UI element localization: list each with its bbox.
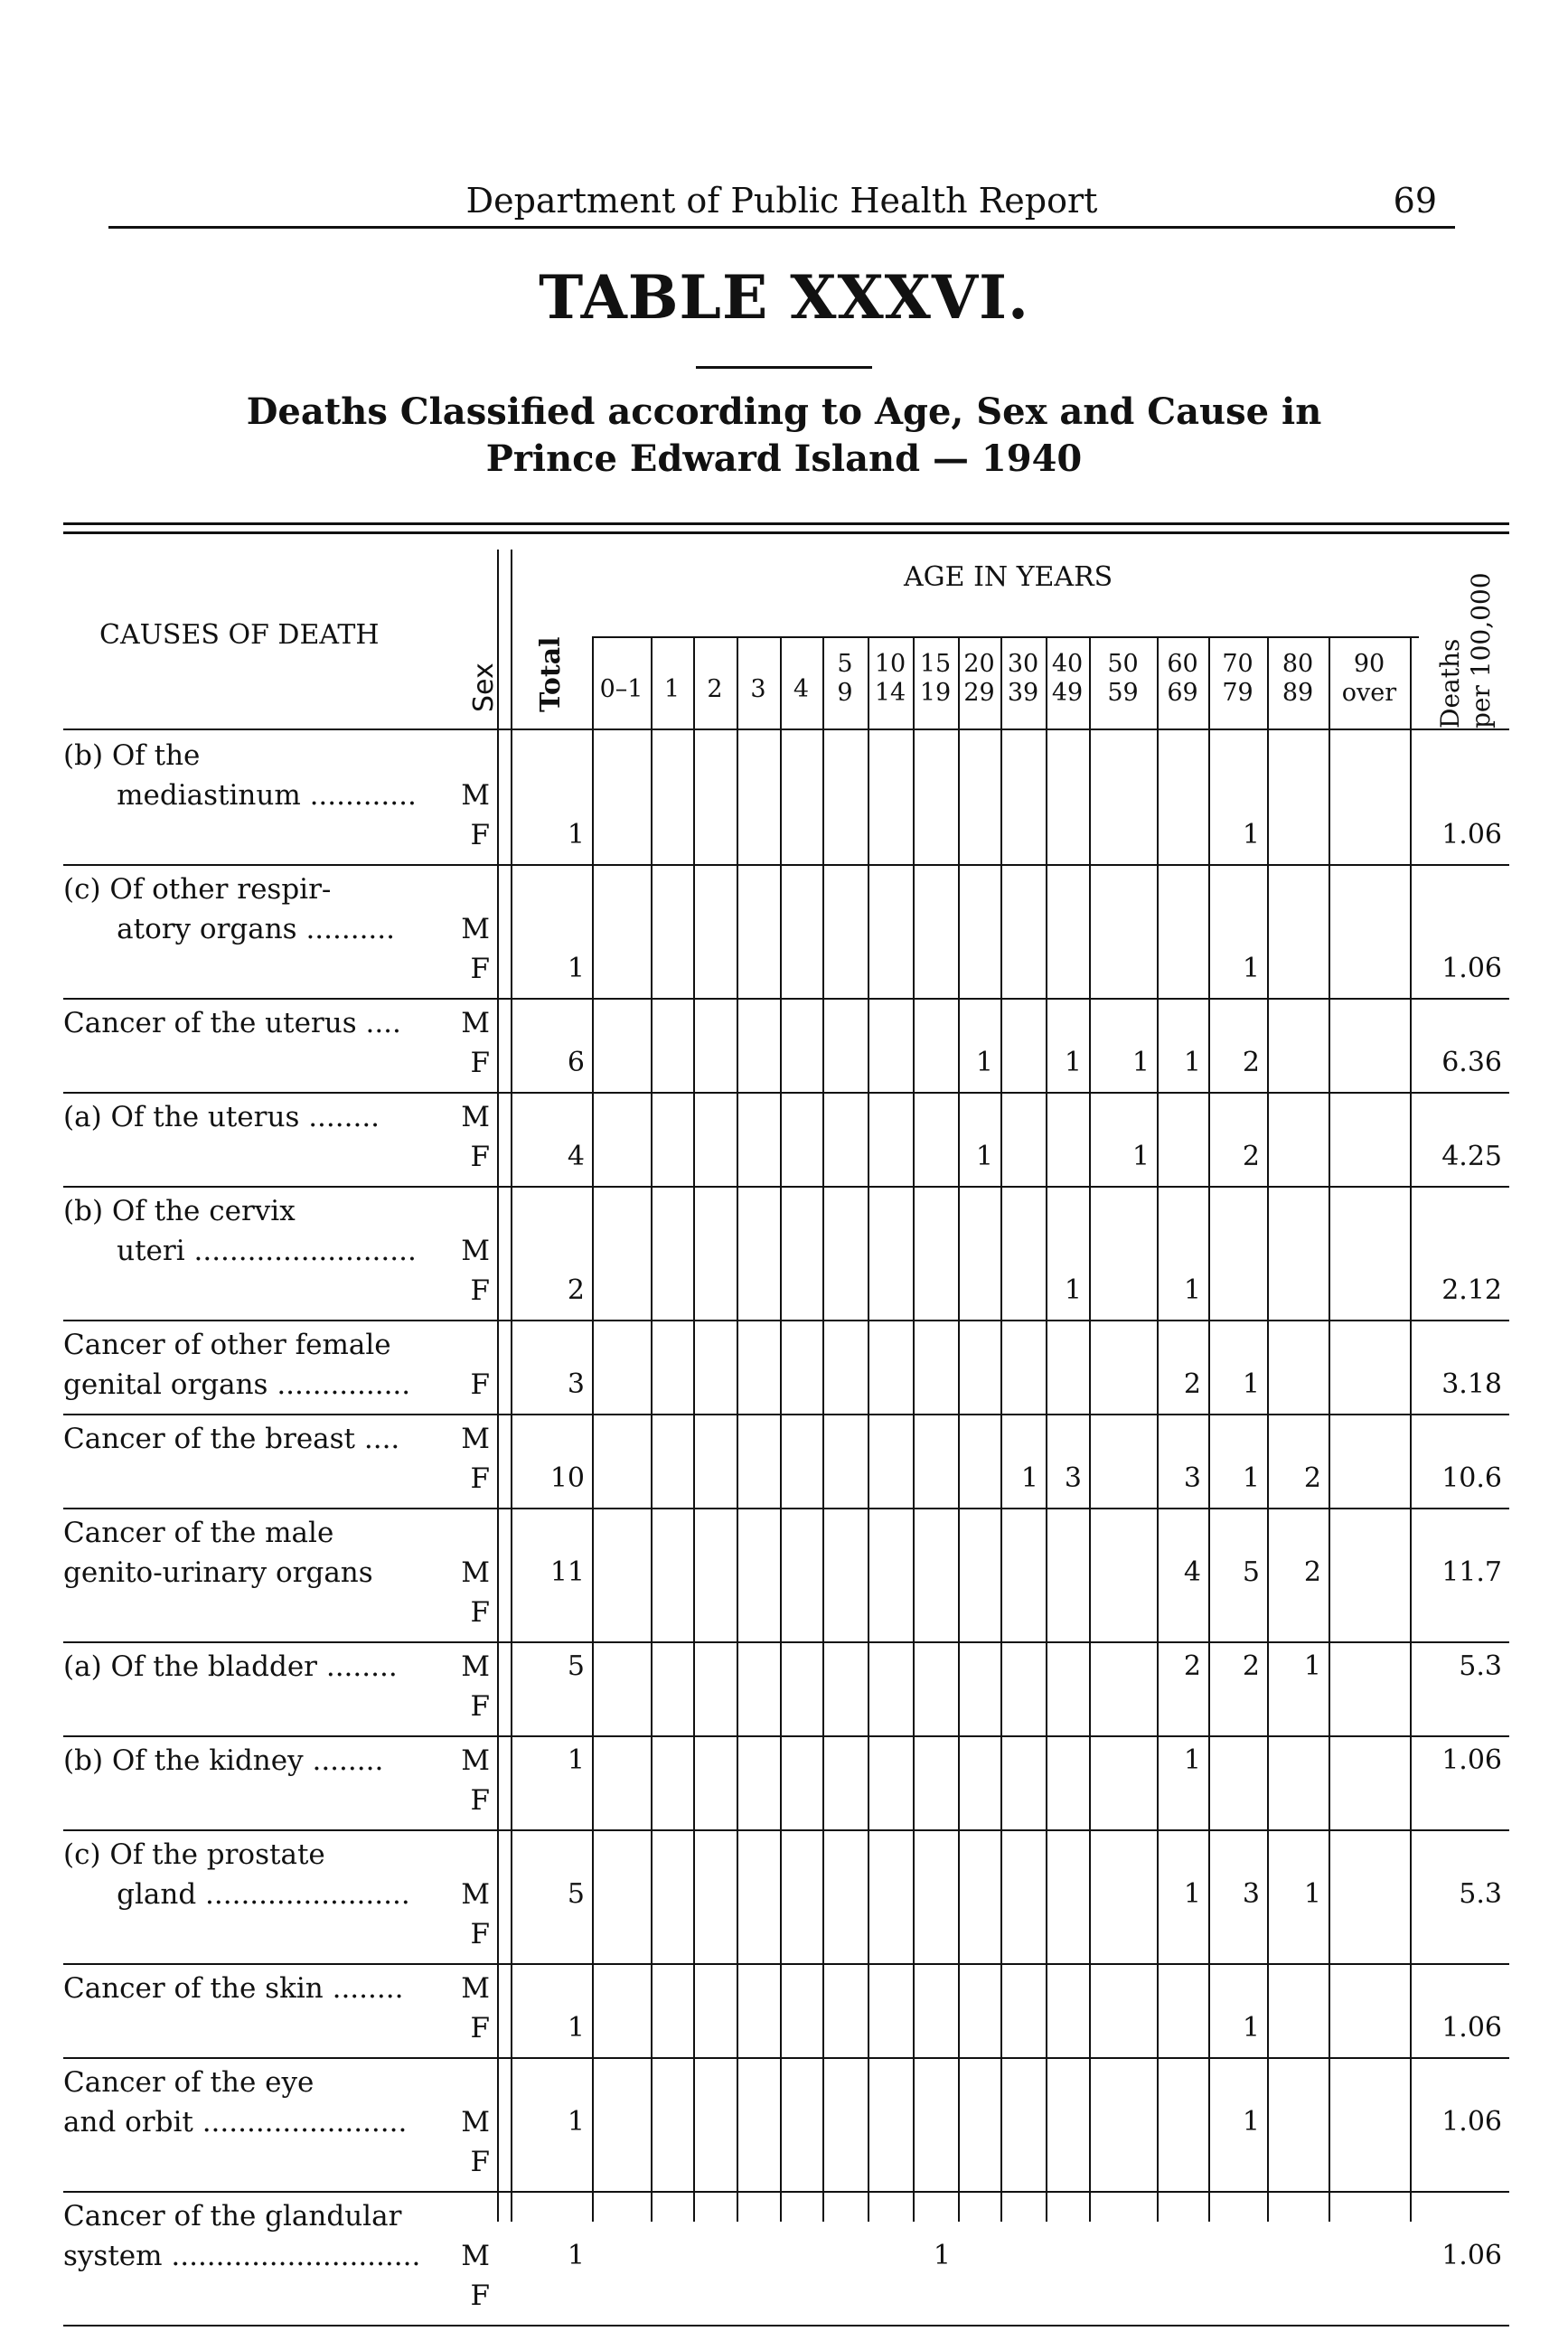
age-column-header: 9: [837, 679, 853, 707]
cause-label: (b) Of the: [63, 739, 201, 772]
age-cell: 1: [1242, 1368, 1260, 1400]
total-cell: 3: [567, 1368, 585, 1400]
cause-label: genital organs ...............: [63, 1368, 411, 1401]
age-column-header: 49: [1051, 679, 1084, 707]
age-column-header: over: [1341, 679, 1397, 707]
sex-cell: F: [470, 1784, 490, 1817]
sex-cell: F: [470, 953, 490, 985]
row-divider: [63, 1963, 1509, 1965]
causes-header: CAUSES OF DEATH: [99, 619, 380, 651]
age-column-header: 15: [919, 650, 952, 678]
rate-header-line-2: per 100,000: [1466, 572, 1496, 728]
age-cell: 1: [1242, 2106, 1260, 2138]
sex-cell: M: [461, 1878, 490, 1911]
age-column-header: 2: [707, 675, 723, 703]
age-cell: 2: [1242, 1141, 1260, 1172]
sex-cell: M: [461, 779, 490, 812]
column-divider: [1329, 638, 1330, 2222]
age-column-header: 50: [1107, 650, 1139, 678]
age-column-header: 59: [1107, 679, 1139, 707]
age-cell: 4: [1183, 1556, 1201, 1588]
cause-label: and orbit .......................: [63, 2106, 408, 2138]
age-cell: 1: [975, 1047, 993, 1078]
column-divider: [651, 638, 653, 2222]
cause-label: (a) Of the bladder ........: [63, 1650, 398, 1683]
page-number: 69: [1393, 181, 1437, 221]
total-cell: 5: [567, 1650, 585, 1682]
age-cell: 2: [1303, 1556, 1321, 1588]
total-cell: 1: [567, 2240, 585, 2271]
sex-cell: F: [470, 1462, 490, 1495]
age-header-rule: [592, 636, 1419, 638]
column-divider: [1208, 638, 1210, 2222]
cause-label: (b) Of the kidney ........: [63, 1744, 384, 1777]
row-divider: [63, 864, 1509, 866]
sex-cell: F: [470, 1690, 490, 1723]
age-cell: 1: [1242, 819, 1260, 851]
row-divider: [63, 2191, 1509, 2193]
cause-label: mediastinum ............: [63, 779, 417, 812]
sex-cell: M: [461, 2240, 490, 2272]
rate-cell: 2.12: [1441, 1274, 1502, 1306]
age-column-header: 80: [1282, 650, 1314, 678]
age-cell: 1: [975, 1141, 993, 1172]
sex-cell: M: [461, 1972, 490, 2005]
age-cell: 2: [1242, 1047, 1260, 1078]
row-divider: [63, 1414, 1509, 1415]
age-column-header: 10: [874, 650, 906, 678]
sex-cell: F: [470, 1918, 490, 1950]
rate-cell: 10.6: [1441, 1462, 1502, 1494]
row-divider: [63, 2057, 1509, 2059]
sex-cell: M: [461, 1007, 490, 1039]
age-header: AGE IN YEARS: [904, 561, 1113, 593]
header-bottom-rule: [63, 728, 1509, 730]
running-header: [108, 177, 1455, 224]
age-cell: 1: [1303, 1878, 1321, 1910]
age-column-header: 20: [963, 650, 995, 678]
cause-label: Cancer of the skin ........: [63, 1972, 404, 2005]
cause-label: Cancer of the breast ....: [63, 1423, 400, 1455]
rate-cell: 1.06: [1441, 953, 1502, 984]
age-cell: 1: [1183, 1047, 1201, 1078]
total-cell: 1: [567, 2106, 585, 2138]
age-cell: 2: [1183, 1650, 1201, 1682]
cause-label: genito-urinary organs: [63, 1556, 373, 1589]
row-divider: [63, 1829, 1509, 1831]
sex-cell: F: [470, 819, 490, 851]
age-column-header: 5: [837, 650, 853, 678]
total-header: Total: [535, 636, 567, 712]
age-column-header: 19: [919, 679, 952, 707]
total-cell: 1: [567, 953, 585, 984]
cause-label: (b) Of the cervix: [63, 1195, 296, 1227]
age-column-header: 79: [1222, 679, 1253, 707]
age-cell: 1: [1183, 1744, 1201, 1776]
age-cell: 1: [1242, 1462, 1260, 1494]
total-cell: 1: [567, 2012, 585, 2044]
sex-cell: M: [461, 913, 490, 945]
column-divider: [1089, 638, 1091, 2222]
rate-cell: 6.36: [1441, 1047, 1502, 1078]
age-column-header: 0–1: [599, 675, 643, 703]
age-cell: 3: [1183, 1462, 1201, 1494]
age-cell: 2: [1303, 1462, 1321, 1494]
row-divider: [63, 1735, 1509, 1737]
age-column-header: 29: [963, 679, 995, 707]
total-cell: 4: [567, 1141, 585, 1172]
total-cell: 6: [567, 1047, 585, 1078]
age-column-header: 1: [663, 675, 681, 703]
age-column-header: 39: [1007, 679, 1039, 707]
cause-label: (a) Of the uterus ........: [63, 1101, 380, 1133]
rate-cell: 4.25: [1441, 1141, 1502, 1172]
age-cell: 1: [1242, 2012, 1260, 2044]
cause-label: Cancer of the eye: [63, 2066, 315, 2099]
column-divider: [1157, 638, 1159, 2222]
age-cell: 1: [1131, 1047, 1150, 1078]
column-divider: [693, 638, 695, 2222]
column-divider: [1267, 638, 1269, 2222]
column-divider: [780, 638, 782, 2222]
rate-header-line-1: Deaths: [1435, 638, 1465, 728]
row-divider: [63, 1641, 1509, 1643]
rate-cell: 11.7: [1441, 1556, 1502, 1588]
age-cell: 1: [1064, 1274, 1082, 1306]
row-divider: [63, 1320, 1509, 1321]
age-cell: 1: [1242, 953, 1260, 984]
age-cell: 1: [1020, 1462, 1038, 1494]
row-divider: [63, 1186, 1509, 1188]
sex-cell: F: [470, 1141, 490, 1173]
column-divider: [868, 638, 869, 2222]
rate-cell: 1.06: [1441, 819, 1502, 851]
column-divider: [913, 638, 915, 2222]
total-cell: 1: [567, 819, 585, 851]
rate-cell: 1.06: [1441, 2012, 1502, 2044]
sex-cell: F: [470, 2012, 490, 2044]
age-column-header: 30: [1007, 650, 1039, 678]
sex-cell: F: [470, 2280, 490, 2312]
sex-cell: F: [470, 1596, 490, 1629]
cause-label: Cancer of the male: [63, 1517, 334, 1549]
age-cell: 1: [1303, 1650, 1321, 1682]
age-cell: 3: [1064, 1462, 1082, 1494]
table-title: TABLE XXXVI.: [539, 262, 1029, 333]
total-cell: 10: [549, 1462, 585, 1494]
age-cell: 2: [1242, 1650, 1260, 1682]
rate-cell: 1.06: [1441, 1744, 1502, 1776]
age-cell: 2: [1183, 1368, 1201, 1400]
rate-cell: 5.3: [1459, 1878, 1502, 1910]
cause-label: gland .......................: [63, 1878, 410, 1911]
cause-label: atory organs ..........: [63, 913, 395, 945]
header-rule: [108, 226, 1455, 229]
rate-cell: 3.18: [1441, 1368, 1502, 1400]
sex-cell: M: [461, 1235, 490, 1267]
sex-cell: F: [470, 1368, 490, 1401]
age-column-header: 3: [750, 675, 766, 703]
age-cell: 1: [933, 2240, 951, 2271]
total-cell: 11: [549, 1556, 585, 1588]
rate-cell: 1.06: [1441, 2106, 1502, 2138]
row-divider: [63, 998, 1509, 1000]
sex-cell: M: [461, 1650, 490, 1683]
age-column-header: 60: [1167, 650, 1198, 678]
column-divider: [1000, 638, 1002, 2222]
cause-label: Cancer of the glandular: [63, 2200, 402, 2232]
age-cell: 1: [1131, 1141, 1150, 1172]
sex-cell: M: [461, 1423, 490, 1455]
age-column-header: 40: [1051, 650, 1084, 678]
title-rule: [696, 366, 872, 369]
cause-label: Cancer of the uterus ....: [63, 1007, 401, 1039]
cause-label: uteri .........................: [63, 1235, 417, 1267]
report-title: Department of Public Health Report: [465, 181, 1098, 221]
sex-cell: F: [470, 1047, 490, 1079]
column-divider: [737, 638, 738, 2222]
cause-label: system ............................: [63, 2240, 421, 2272]
sex-cell: F: [470, 1274, 490, 1307]
age-cell: 5: [1242, 1556, 1260, 1588]
row-divider: [63, 1092, 1509, 1094]
sex-divider: [497, 550, 499, 2222]
row-divider: [63, 1508, 1509, 1509]
subtitle-line-1: Deaths Classified according to Age, Sex and Cause in: [246, 390, 1322, 433]
table-subtitle: [0, 389, 1568, 483]
rate-cell: 5.3: [1459, 1650, 1502, 1682]
total-cell: 5: [567, 1878, 585, 1910]
age-cell: 3: [1242, 1878, 1260, 1910]
subtitle-line-2: Prince Edward Island — 1940: [485, 437, 1083, 480]
sex-header: Sex: [468, 663, 500, 712]
column-divider: [822, 638, 824, 2222]
age-cell: 1: [1064, 1047, 1082, 1078]
table-top-rule: [63, 522, 1509, 534]
rate-cell: 1.06: [1441, 2240, 1502, 2271]
age-column-header: 89: [1282, 679, 1314, 707]
sex-cell: M: [461, 2106, 490, 2138]
age-column-header: 4: [793, 675, 810, 703]
total-cell: 2: [567, 1274, 585, 1306]
sex-cell: M: [461, 1556, 490, 1589]
sex-cell: F: [470, 2146, 490, 2178]
age-column-header: 69: [1167, 679, 1198, 707]
age-column-header: 14: [874, 679, 906, 707]
age-cell: 1: [1183, 1878, 1201, 1910]
column-divider: [958, 638, 960, 2222]
column-divider: [1410, 638, 1412, 2222]
row-divider: [63, 2325, 1509, 2326]
age-column-header: 70: [1222, 650, 1253, 678]
column-divider: [1046, 638, 1047, 2222]
mortality-table: [63, 522, 1509, 2312]
cause-label: Cancer of other female: [63, 1329, 391, 1361]
sex-cell: M: [461, 1744, 490, 1777]
total-cell: 1: [567, 1744, 585, 1776]
age-column-header: 90: [1353, 650, 1385, 678]
sex-cell: M: [461, 1101, 490, 1133]
age-cell: 1: [1183, 1274, 1201, 1306]
cause-label: (c) Of other respir-: [63, 873, 332, 906]
cause-label: (c) Of the prostate: [63, 1838, 325, 1871]
column-divider: [592, 638, 594, 2222]
